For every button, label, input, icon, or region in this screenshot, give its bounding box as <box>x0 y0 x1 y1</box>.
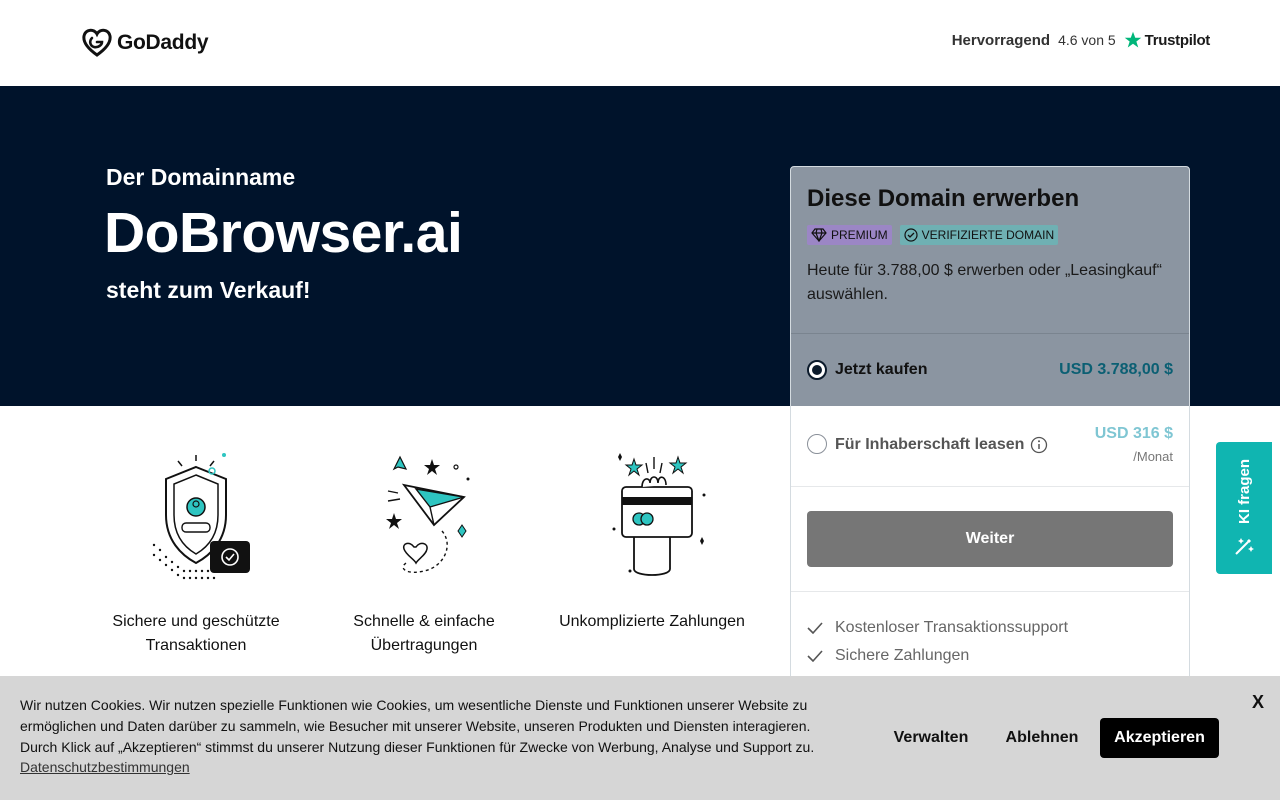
benefit-list <box>791 592 1189 670</box>
payment-card-icon <box>592 445 712 585</box>
hero-pretitle: Der Domainname <box>106 164 296 190</box>
godaddy-logo[interactable] <box>81 28 208 57</box>
benefit-text: Sichere Zahlungen <box>835 647 970 664</box>
logo-text: GoDaddy <box>117 30 209 54</box>
cta-container <box>791 487 1189 592</box>
lease-period: /Monat <box>1133 449 1173 464</box>
trustpilot-brand <box>1124 31 1210 49</box>
trustpilot-score: 4.6 von 5 <box>1058 32 1116 48</box>
buy-now-label: Jetzt kaufen <box>835 361 928 378</box>
checkmark-icon <box>807 622 823 634</box>
info-icon[interactable] <box>1030 436 1048 454</box>
option-lease[interactable] <box>791 406 1189 487</box>
lease-radio[interactable] <box>807 434 827 454</box>
ask-ai-tab[interactable] <box>1216 442 1272 574</box>
option-buy-now[interactable] <box>791 333 1189 406</box>
benefit-item <box>807 614 1173 642</box>
manage-cookies-button[interactable]: Verwalten <box>884 718 978 758</box>
paper-plane-icon <box>364 445 484 585</box>
site-header <box>0 0 1280 86</box>
premium-badge-text: PREMIUM <box>831 228 888 242</box>
continue-button[interactable]: Weiter <box>807 511 1173 567</box>
feature-payments <box>538 440 766 634</box>
trustpilot-brand-text: Trustpilot <box>1144 31 1210 49</box>
trustpilot-star-icon <box>1124 31 1142 49</box>
buy-now-price: USD 3.788,00 $ <box>1059 361 1173 378</box>
godaddy-mark-icon <box>81 28 113 57</box>
hero-subtitle: steht zum Verkauf! <box>106 277 311 303</box>
diamond-icon <box>811 228 827 242</box>
cookie-message: Wir nutzen Cookies. Wir nutzen spezielle Funktionen wie Cookies, um wesentliche Dienste und Funktionen unserer Website zu ermöglichen und Daten darüber zu sammeln, wie Besucher mit unserer Website, unseren Produkten und Diensten interagieren. Durch Klick auf „Akzeptieren“ stimmst du unserer Nutzung dieser Funktionen für Zwecke von Werbung, Analyse und Support zu. <box>20 697 815 755</box>
domain-name: DoBrowser.ai <box>104 201 463 265</box>
close-cookie-banner-button[interactable]: X <box>1248 690 1268 714</box>
magic-wand-icon <box>1233 535 1255 557</box>
trustpilot-widget[interactable] <box>952 31 1210 49</box>
premium-badge <box>807 225 892 245</box>
lease-label-group <box>835 436 1048 454</box>
shield-icon <box>136 445 256 585</box>
feature-list <box>82 440 772 670</box>
feature-label: Schnelle & einfache Übertragungen <box>353 613 495 654</box>
feature-secure <box>82 440 310 658</box>
purchase-card <box>790 166 1190 706</box>
benefit-text: Kostenloser Transaktionssupport <box>835 619 1069 636</box>
cookie-banner <box>0 676 1280 800</box>
feature-label: Unkomplizierte Zahlungen <box>559 613 745 630</box>
purchase-card-header <box>791 167 1189 333</box>
feature-label: Sichere und geschützte Transaktionen <box>112 613 280 654</box>
buy-now-radio[interactable] <box>807 360 827 380</box>
verified-badge-text: VERIFIZIERTE DOMAIN <box>921 228 1055 242</box>
check-circle-icon <box>904 228 918 242</box>
purchase-card-title: Diese Domain erwerben <box>807 185 1080 212</box>
accept-cookies-button[interactable]: Akzeptieren <box>1100 718 1219 758</box>
badge-row <box>807 225 1173 245</box>
trustpilot-rating-label: Hervorragend <box>951 31 1051 49</box>
privacy-policy-link[interactable]: Datenschutzbestimmungen <box>20 759 190 775</box>
verified-badge <box>900 225 1058 245</box>
feature-transfer <box>310 440 538 658</box>
checkmark-icon <box>807 650 823 662</box>
ask-ai-label: KI fragen <box>1235 459 1253 525</box>
lease-price: USD 316 $ <box>1094 425 1173 442</box>
benefit-item <box>807 642 1173 670</box>
purchase-description: Heute für 3.788,00 $ erwerben oder „Leasingkauf“ auswählen. <box>807 262 1162 303</box>
reject-cookies-button[interactable]: Ablehnen <box>998 718 1086 758</box>
lease-label: Für Inhaberschaft leasen <box>835 436 1025 453</box>
